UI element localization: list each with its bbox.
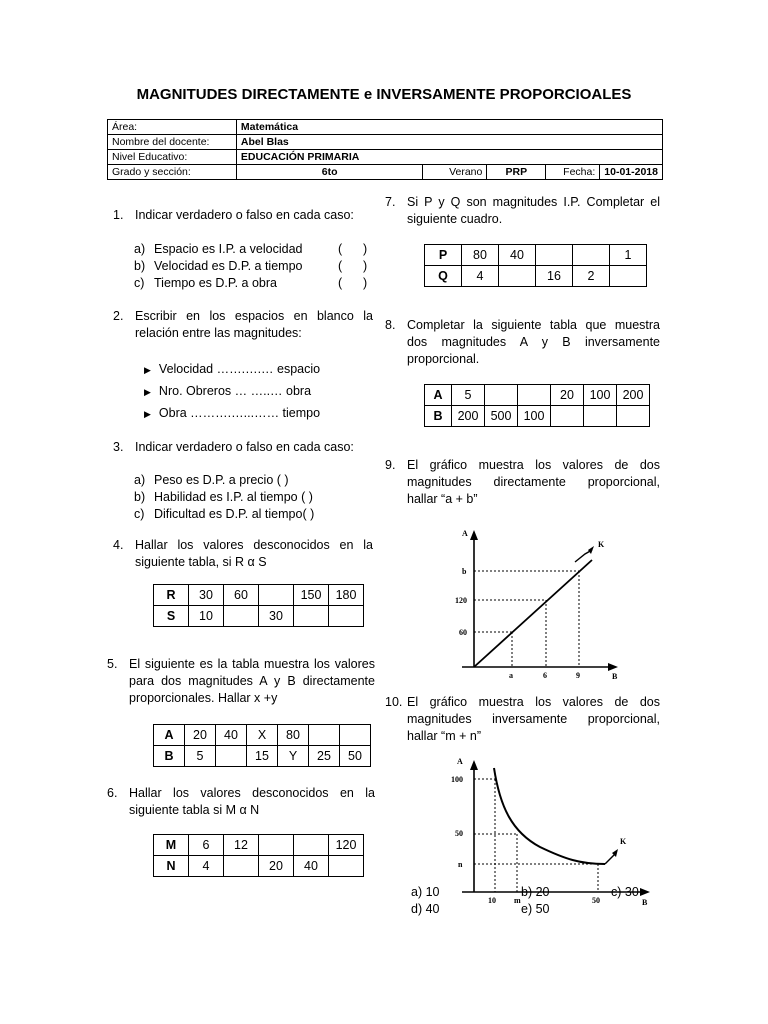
y-tick: b	[462, 567, 467, 576]
list-item: c) Tiempo es D.P. a obra ( )	[134, 276, 368, 290]
x-axis-label: B	[642, 898, 648, 907]
date-label: Fecha:	[546, 165, 600, 180]
question-3-items	[134, 472, 374, 523]
option-b: b) 20	[521, 885, 550, 899]
question-2-items	[144, 359, 384, 425]
date-value: 10-01-2018	[600, 165, 663, 180]
x-tick: m	[514, 896, 521, 905]
list-item: ▶ Velocidad …….….… espacio	[144, 362, 321, 376]
y-axis-label: A	[462, 529, 468, 538]
k-label: K	[598, 540, 605, 549]
table-q4: R 30 60 150 180 S 10 30	[153, 584, 364, 627]
answer-options	[411, 884, 671, 918]
area-label: Área:	[108, 120, 237, 135]
question-5: 5. El siguiente es la tabla muestra los valores para dos magnitudes A y B directamente proporcionales. Hallar x +y	[107, 657, 375, 705]
x-tick: 50	[592, 896, 600, 905]
level-label: Nivel Educativo:	[108, 150, 237, 165]
proportion-line	[474, 560, 592, 667]
list-item: a) Espacio es I.P. a velocidad ( )	[134, 242, 368, 256]
y-axis-label: A	[457, 757, 463, 766]
grade-label: Grado y sección:	[108, 165, 237, 180]
y-tick: 100	[451, 775, 463, 784]
table-q5: A 20 40 X 80 B 5 15 Y 25 50	[153, 724, 371, 767]
question-7: 7. Si P y Q son magnitudes I.P. Completar el siguiente cuadro.	[385, 195, 660, 226]
table-q6: M 6 12 120 N 4 20 40	[153, 834, 364, 877]
header-info-table	[107, 119, 663, 180]
question-3: 3. Indicar verdadero o falso en cada caso:	[113, 440, 354, 454]
teacher-label: Nombre del docente:	[108, 135, 237, 150]
y-axis-arrow-icon	[470, 530, 478, 540]
verano-value: PRP	[487, 165, 546, 180]
x-tick: 10	[488, 896, 496, 905]
k-label: K	[620, 837, 627, 846]
question-9: 9. El gráfico muestra los valores de dos magnitudes directamente proporcional, hallar “a + b”	[385, 458, 660, 506]
question-1-items	[134, 241, 374, 292]
direct-proportion-graph	[440, 522, 630, 682]
table-q8: A 5 20 100 200 B 200 500 100	[424, 384, 650, 427]
level-value: EDUCACIÓN PRIMARIA	[236, 150, 662, 165]
y-tick: 120	[455, 596, 467, 605]
question-6: 6. Hallar los valores desconocidos en la siguiente tabla si M α N	[107, 786, 375, 817]
arrow-bullet-icon: ▶	[144, 387, 151, 397]
y-tick: 50	[455, 829, 463, 838]
option-c: c) 30	[611, 885, 639, 899]
x-axis-arrow-icon	[608, 663, 618, 671]
question-2: 2. Escribir en los espacios en blanco la relación entre las magnitudes:	[113, 309, 373, 340]
option-a: a) 10	[411, 885, 440, 899]
list-item: a) Peso es D.P. a precio ( )	[134, 473, 289, 487]
area-value: Matemática	[236, 120, 662, 135]
k-arrow-icon	[588, 546, 594, 554]
verano-label: Verano	[423, 165, 487, 180]
x-tick: a	[509, 671, 513, 680]
option-e: e) 50	[521, 902, 550, 916]
x-tick: 6	[543, 671, 547, 680]
question-1: 1. Indicar verdadero o falso en cada caso:	[113, 208, 354, 222]
y-tick: n	[458, 860, 463, 869]
grade-value: 6to	[236, 165, 423, 180]
teacher-value: Abel Blas	[236, 135, 662, 150]
arrow-bullet-icon: ▶	[144, 365, 151, 375]
table-q7: P 80 40 1 Q 4 16 2	[424, 244, 647, 287]
y-axis-arrow-icon	[470, 760, 478, 770]
question-10: 10. El gráfico muestra los valores de dos magnitudes inversamente proporcional, hallar “m + n”	[385, 695, 660, 743]
question-4: 4. Hallar los valores desconocidos en la siguiente tabla, si R α S	[113, 538, 373, 569]
question-8: 8. Completar la siguiente tabla que muestra dos magnitudes A y B inversamente proporcional.	[385, 318, 660, 366]
list-item: ▶ Obra ……….…...…… tiempo	[144, 406, 321, 420]
inverse-curve	[494, 768, 605, 864]
page-title: MAGNITUDES DIRECTAMENTE e INVERSAMENTE PROPORCIOALES	[136, 86, 632, 103]
y-tick: 60	[459, 628, 467, 637]
x-axis-label: B	[612, 672, 618, 681]
x-tick: 9	[576, 671, 580, 680]
list-item: c) Dificultad es D.P. al tiempo( )	[134, 507, 315, 521]
list-item: ▶ Nro. Obreros … …..… obra	[144, 384, 312, 398]
list-item: b) Habilidad es I.P. al tiempo ( )	[134, 490, 313, 504]
arrow-bullet-icon: ▶	[144, 409, 151, 419]
option-d: d) 40	[411, 902, 440, 916]
list-item: b) Velocidad es D.P. a tiempo ( )	[134, 259, 368, 273]
